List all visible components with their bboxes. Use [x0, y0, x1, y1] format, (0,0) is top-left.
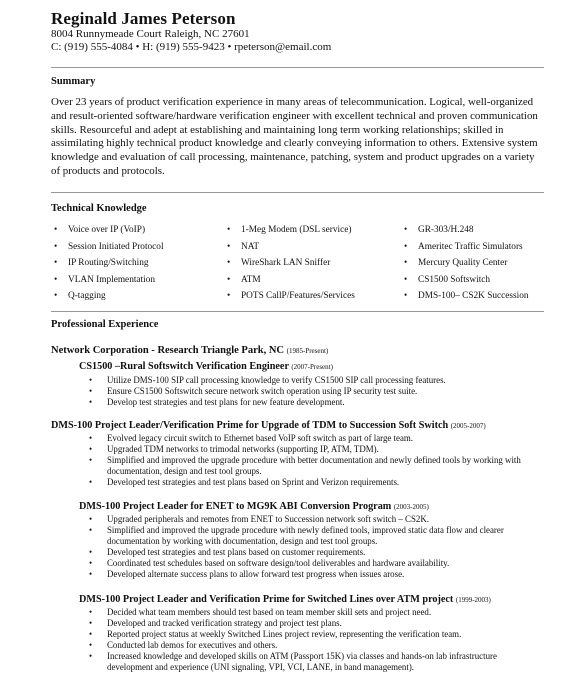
job-bullet: • Upgraded TDM networks to trimodal networks (supporting IP, ATM, TDM). — [79, 444, 539, 455]
job-bullets — [79, 433, 539, 488]
skill-item: • GR-303/H.248 — [401, 222, 544, 239]
skill-item: • VLAN Implementation — [51, 272, 224, 289]
skill-item: • Q-tagging — [51, 288, 224, 305]
job-bullet: • Upgraded peripherals and remotes from ENET to Succession network soft switch – CS2K. — [79, 514, 539, 525]
job-title-text: DMS-100 Project Leader and Verification Prime for Switched Lines over ATM project — [79, 594, 454, 605]
experience-heading: Professional Experience — [51, 319, 159, 330]
job-title — [51, 420, 486, 431]
job-bullet: • Developed test strategies and test plans based on Sprint and Verizon requirements. — [79, 477, 539, 488]
skill-item: • WireShark LAN Sniffer — [224, 255, 401, 272]
job-bullet: • Coordinated test schedules based on software design/tool deliverables and hardware availability. — [79, 558, 539, 569]
job-bullets — [79, 514, 539, 579]
job-bullet: • Reported project status at weekly Switched Lines project review, representing the verification team. — [79, 629, 539, 640]
divider — [51, 192, 544, 193]
skill-item: • POTS CallP/Features/Services — [224, 288, 401, 305]
candidate-name: Reginald James Peterson — [51, 9, 236, 28]
job-bullet: • Simplified and improved the upgrade procedure with better documentation and newly defined tools by working with documentation, design and test tool groups. — [79, 455, 539, 477]
skill-item: • Mercury Quality Center — [401, 255, 544, 272]
skill-item: • Voice over IP (VoIP) — [51, 222, 224, 239]
company-name: Network Corporation - Research Triangle Park, NC — [51, 345, 285, 356]
job-dates: (2007-Present) — [291, 363, 333, 371]
job-bullet: • Evolved legacy circuit switch to Ethernet based VoIP soft switch as part of large team. — [79, 433, 539, 444]
job-title — [79, 361, 333, 372]
job-bullet: • Ensure CS1500 Softswitch secure network switch operation using IP security test suite. — [79, 386, 539, 397]
skills-column — [51, 222, 224, 305]
skill-item: • NAT — [224, 239, 401, 256]
divider — [51, 311, 544, 312]
job-dates: (2005-2007) — [450, 422, 486, 430]
job-dates: (2003-2005) — [393, 503, 429, 511]
postal-address: 8004 Runnymeade Court Raleigh, NC 27601 — [51, 28, 250, 40]
technical-heading: Technical Knowledge — [51, 203, 147, 214]
job-title-text: DMS-100 Project Leader/Verification Prime for Upgrade of TDM to Succession Soft Switch — [51, 420, 449, 431]
contact-line: C: (919) 555-4084 • H: (919) 555-9423 • rpeterson@email.com — [51, 41, 332, 53]
job-title-text: DMS-100 Project Leader for ENET to MG9K ABI Conversion Program — [79, 501, 392, 512]
summary-text: Over 23 years of product verification experience in many areas of telecommunication. Logical, well-organized and result-oriented software/hardware verification engineer with excellent technical and proven communication skills. Resourceful and adept at establishing and maintaining long term working relationships; skilled in assimilating highly technical product knowledge and clearly conveying information to others. Extensive system knowledge and evaluation of call processing, maintenance, patching, system and product upgrades on a variety of products and protocols. — [51, 96, 538, 177]
job-bullet: • Developed alternate success plans to allow forward test progress when issues arose. — [79, 569, 539, 580]
skills-column — [224, 222, 401, 305]
skills-grid — [51, 222, 544, 305]
job-bullet: • Developed and tracked verification strategy and project test plans. — [79, 618, 539, 629]
job-bullet: • Developed test strategies and test plans based on customer requirements. — [79, 547, 539, 558]
company-heading — [51, 345, 328, 356]
job-title — [79, 501, 429, 512]
company-dates: (1985-Present) — [286, 347, 329, 355]
summary-heading: Summary — [51, 76, 96, 87]
divider — [51, 67, 544, 68]
skill-item: • ATM — [224, 272, 401, 289]
job-title — [79, 594, 491, 605]
job-bullets — [79, 607, 539, 672]
job-bullet: • Develop test strategies and test plans for new feature development. — [79, 397, 539, 408]
skill-item: • DMS-100– CS2K Succession — [401, 288, 544, 305]
job-bullet: • Utilize DMS-100 SIP call processing knowledge to verify CS1500 SIP call processing features. — [79, 375, 539, 386]
job-title-text: CS1500 –Rural Softswitch Verification Engineer — [79, 361, 289, 372]
job-bullet: • Increased knowledge and developed skills on ATM (Passport 15K) via classes and hands-on lab infrastructure development and experience (UNI signaling, VPI, VCI, LANE, in band management). — [79, 651, 539, 673]
skill-item: • CS1500 Softswitch — [401, 272, 544, 289]
skill-item: • Ameritec Traffic Simulators — [401, 239, 544, 256]
job-bullets — [79, 375, 539, 408]
skill-item: • IP Routing/Switching — [51, 255, 224, 272]
job-bullet: • Simplified and improved the upgrade procedure with newly defined tools, improved static data flow and clearer documentation by working with documentation, design and test tool groups. — [79, 525, 539, 547]
job-bullet: • Conducted lab demos for executives and others. — [79, 640, 539, 651]
skill-item: • Session Initiated Protocol — [51, 239, 224, 256]
job-dates: (1999-2003) — [455, 596, 491, 604]
skills-column — [401, 222, 544, 305]
job-bullet: • Decided what team members should test based on team member skill sets and project need. — [79, 607, 539, 618]
skill-item: • 1-Meg Modem (DSL service) — [224, 222, 401, 239]
